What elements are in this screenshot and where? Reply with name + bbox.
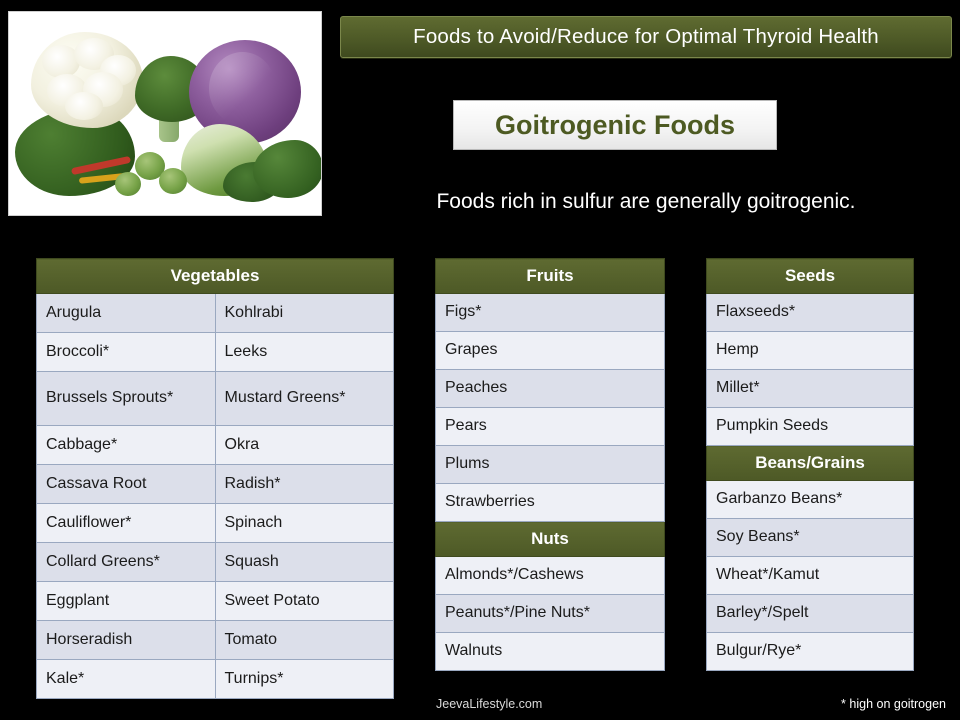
table-cell: Kale* <box>37 660 216 699</box>
table-row <box>37 504 394 543</box>
table-row <box>436 633 665 671</box>
table-header-row <box>37 259 394 294</box>
table-cell: Barley*/Spelt <box>707 595 914 633</box>
table-cell: Grapes <box>436 332 665 370</box>
table-header-row <box>707 259 914 294</box>
vegetables-header: Vegetables <box>37 259 394 294</box>
table-cell: Brussels Sprouts* <box>37 372 216 426</box>
table-row <box>37 582 394 621</box>
table-row <box>707 557 914 595</box>
table-row <box>436 446 665 484</box>
table-header-row <box>436 259 665 294</box>
table-cell: Okra <box>215 426 394 465</box>
table-row <box>37 621 394 660</box>
table-row <box>37 660 394 699</box>
table-cell: Broccoli* <box>37 333 216 372</box>
brussels-sprout-shape-3 <box>115 172 141 196</box>
table-cell: Collard Greens* <box>37 543 216 582</box>
headline-box <box>453 100 777 150</box>
table-cell: Wheat*/Kamut <box>707 557 914 595</box>
table-row <box>436 294 665 332</box>
subtitle-text: Foods rich in sulfur are generally goitrogenic. <box>436 190 856 213</box>
seeds-header: Seeds <box>707 259 914 294</box>
table-cell: Squash <box>215 543 394 582</box>
table-cell: Hemp <box>707 332 914 370</box>
vegetables-table <box>36 258 394 699</box>
table-row <box>37 426 394 465</box>
title-banner <box>340 16 952 58</box>
table-row <box>707 519 914 557</box>
table-cell: Walnuts <box>436 633 665 671</box>
table-cell: Figs* <box>436 294 665 332</box>
fruits-nuts-column <box>435 258 665 671</box>
vegetables-column <box>36 258 394 699</box>
site-credit: JeevaLifestyle.com <box>436 697 543 711</box>
seeds-beans-column <box>706 258 914 671</box>
table-row <box>37 465 394 504</box>
table-cell: Mustard Greens* <box>215 372 394 426</box>
table-header-row <box>707 446 914 481</box>
table-cell: Kohlrabi <box>215 294 394 333</box>
table-cell: Cauliflower* <box>37 504 216 543</box>
table-cell: Pumpkin Seeds <box>707 408 914 446</box>
table-cell: Pears <box>436 408 665 446</box>
table-cell: Plums <box>436 446 665 484</box>
table-row <box>707 481 914 519</box>
table-cell: Eggplant <box>37 582 216 621</box>
table-cell: Turnips* <box>215 660 394 699</box>
table-cell: Peanuts*/Pine Nuts* <box>436 595 665 633</box>
table-row <box>436 557 665 595</box>
brussels-sprout-shape-2 <box>159 168 187 194</box>
table-cell: Flaxseeds* <box>707 294 914 332</box>
table-cell: Bulgur/Rye* <box>707 633 914 671</box>
title-banner-text: Foods to Avoid/Reduce for Optimal Thyroid Health <box>413 25 879 48</box>
goitrogen-footnote: * high on goitrogen <box>841 697 946 711</box>
table-cell: Soy Beans* <box>707 519 914 557</box>
beans-grains-header: Beans/Grains <box>707 446 914 481</box>
table-row <box>436 332 665 370</box>
nuts-header: Nuts <box>436 522 665 557</box>
table-header-row <box>436 522 665 557</box>
table-cell: Radish* <box>215 465 394 504</box>
table-row <box>37 333 394 372</box>
table-row <box>707 408 914 446</box>
table-cell: Peaches <box>436 370 665 408</box>
table-cell: Almonds*/Cashews <box>436 557 665 595</box>
table-cell: Tomato <box>215 621 394 660</box>
table-cell: Spinach <box>215 504 394 543</box>
table-cell: Sweet Potato <box>215 582 394 621</box>
table-row <box>436 595 665 633</box>
table-cell: Millet* <box>707 370 914 408</box>
table-cell: Cassava Root <box>37 465 216 504</box>
table-cell: Cabbage* <box>37 426 216 465</box>
table-row <box>37 543 394 582</box>
assorted-vegetables-photo <box>8 11 322 216</box>
page-title: Goitrogenic Foods <box>495 109 735 140</box>
table-cell: Garbanzo Beans* <box>707 481 914 519</box>
table-cell: Strawberries <box>436 484 665 522</box>
spinach-leaf-shape <box>253 140 322 198</box>
table-row <box>436 370 665 408</box>
table-row <box>707 595 914 633</box>
seeds-beans-table <box>706 258 914 671</box>
table-row <box>707 332 914 370</box>
table-row <box>436 408 665 446</box>
cauliflower-shape <box>31 32 143 128</box>
table-row <box>37 294 394 333</box>
table-row <box>37 372 394 426</box>
table-row <box>707 370 914 408</box>
fruits-nuts-table <box>435 258 665 671</box>
table-row <box>707 294 914 332</box>
table-row <box>436 484 665 522</box>
table-row <box>707 633 914 671</box>
fruits-header: Fruits <box>436 259 665 294</box>
table-cell: Horseradish <box>37 621 216 660</box>
table-cell: Leeks <box>215 333 394 372</box>
table-cell: Arugula <box>37 294 216 333</box>
